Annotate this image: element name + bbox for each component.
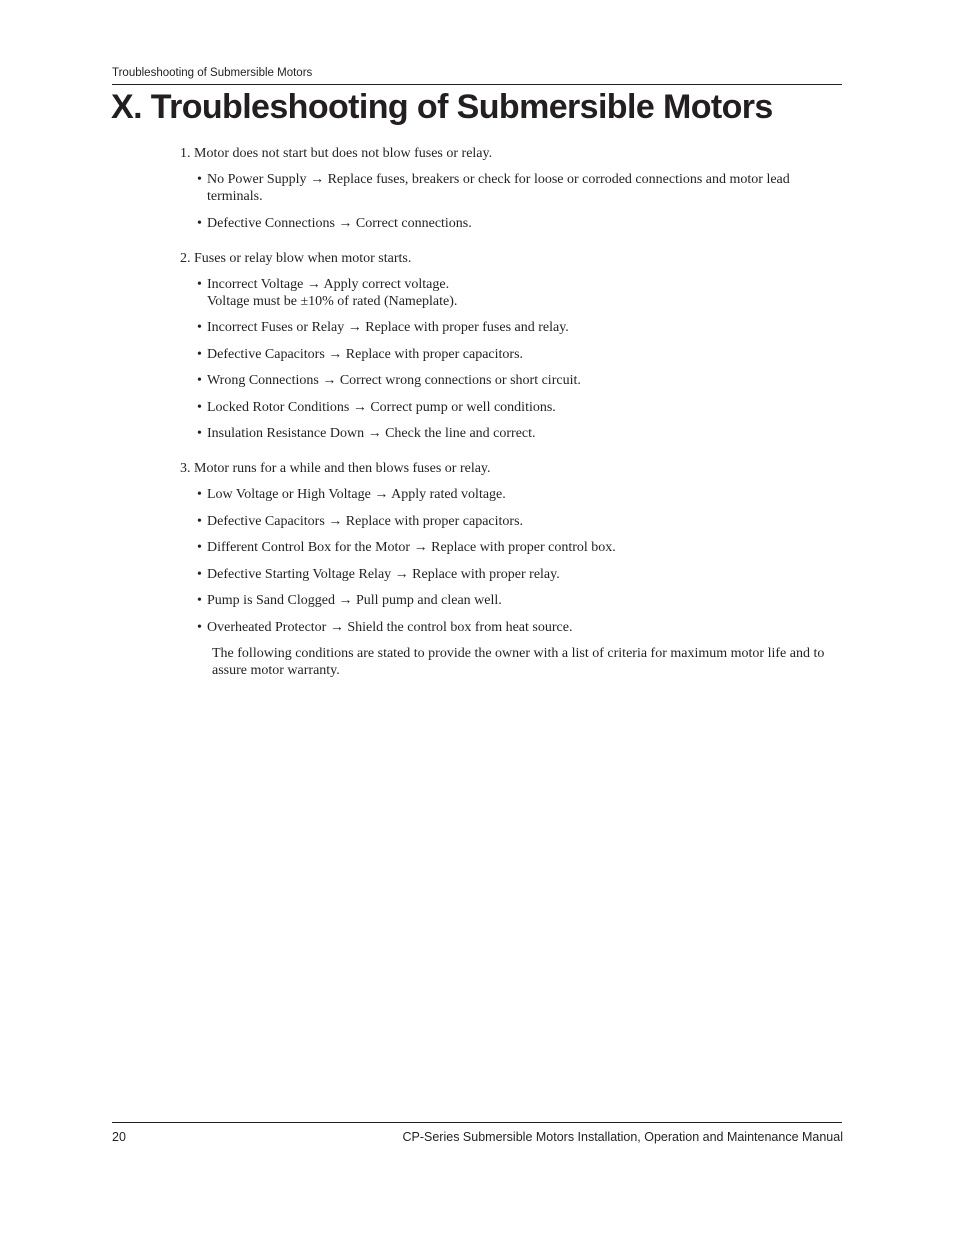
remedy-text: Check the line and correct. [385,426,536,441]
troubleshooting-content [180,145,844,697]
problem-heading: 1. Motor does not start but does not blow fuses or relay. [180,146,493,161]
cause-remedy-item [197,399,844,416]
cause-remedy-item [197,592,844,609]
cause-text: Insulation Resistance Down [207,426,365,441]
arrow-icon: → [328,346,343,362]
bullet-glyph: • [197,593,202,608]
cause-text: Low Voltage or High Voltage [207,487,371,502]
arrow-icon: → [310,172,325,187]
remedy-text: Correct pump or well conditions. [370,399,556,415]
arrow-icon: → [306,276,321,292]
bullet-glyph: • [197,513,202,529]
cause-remedy-item [197,539,844,556]
cause-text: Pump is Sand Clogged [207,593,335,608]
cause-remedy-item [197,319,844,336]
cause-remedy-item [197,566,844,583]
arrow-icon: → [413,540,428,555]
bullet-glyph: • [197,215,202,231]
cause-remedy-item [197,619,844,636]
cause-remedy-item [197,171,844,205]
remedy-text: Replace fuses, breakers or check for loose or corroded connections and motor lead terminals. [207,172,790,204]
cause-text: Locked Rotor Conditions [207,399,350,415]
remedy-text: Pull pump and clean well. [355,593,502,608]
problem-heading: 3. Motor runs for a while and then blows fuses or relay. [180,461,491,476]
bullet-glyph: • [197,373,202,388]
cause-text: Wrong Connections [207,373,319,388]
remedy-text: Replace with proper control box. [431,540,616,555]
remedy-text: Apply rated voltage. [391,487,506,502]
arrow-icon: → [328,513,343,529]
cause-text: Defective Capacitors [207,346,325,362]
arrow-icon: → [394,566,409,582]
bullet-glyph: • [197,426,202,441]
cause-remedy-item [197,215,844,232]
cause-text: Incorrect Fuses or Relay [207,320,345,335]
cause-remedy-item [197,486,844,503]
cause-text: Defective Starting Voltage Relay [207,566,392,582]
cause-text: Different Control Box for the Motor [207,540,411,555]
remedy-text: Correct wrong connections or short circuit. [339,373,581,388]
remedy-text: Correct connections. [355,215,472,231]
cause-remedy-list [180,486,844,636]
arrow-icon: → [338,215,353,231]
cause-remedy-item [197,372,844,389]
bullet-glyph: • [197,346,202,362]
cause-text: No Power Supply [207,172,307,187]
arrow-icon: → [322,373,337,388]
cause-remedy-item [197,276,844,310]
remedy-text: Replace with proper capacitors. [345,346,524,362]
cause-text: Defective Capacitors [207,513,325,529]
remedy-text: Replace with proper relay. [412,566,560,582]
arrow-icon: → [367,426,382,441]
arrow-icon: → [329,619,344,635]
bullet-glyph: • [197,619,202,635]
arrow-icon: → [374,487,389,502]
arrow-icon: → [338,593,353,608]
remedy-text: Replace with proper fuses and relay. [365,320,569,335]
remedy-text: Shield the control box from heat source. [347,619,573,635]
page-number: 20 [112,1130,126,1144]
bullet-glyph: • [197,540,202,555]
troubleshooting-section [180,250,844,443]
section-list [180,145,844,679]
arrow-icon: → [347,320,362,335]
remedy-text: Apply correct voltage. [323,276,450,292]
problem-heading: 2. Fuses or relay blow when motor starts. [180,250,412,266]
page-title: X. Troubleshooting of Submersible Motors [111,88,773,126]
remedy-text: Replace with proper capacitors. [345,513,524,529]
cause-remedy-item [197,425,844,442]
bullet-glyph: • [197,566,202,582]
cause-text: Overheated Protector [207,619,327,635]
cause-text: Incorrect Voltage [207,276,304,292]
cause-remedy-list [180,171,844,232]
warranty-note: The following conditions are stated to provide the owner with a list of criteria for maximum motor life and to assure motor warranty. [212,646,825,678]
troubleshooting-section [180,460,844,679]
remedy-detail: Voltage must be ±10% of rated (Nameplate). [207,293,458,309]
footer-rule [112,1122,842,1123]
bullet-glyph: • [197,320,202,335]
running-header: Troubleshooting of Submersible Motors [112,67,313,79]
bullet-glyph: • [197,487,202,502]
cause-remedy-item [197,346,844,363]
bullet-glyph: • [197,399,202,415]
arrow-icon: → [352,399,367,415]
cause-text: Defective Connections [207,215,335,231]
bullet-glyph: • [197,172,202,187]
cause-remedy-item [197,513,844,530]
troubleshooting-section [180,145,844,232]
cause-remedy-list [180,276,844,443]
bullet-glyph: • [197,276,202,292]
footer-manual-title: CP-Series Submersible Motors Installation, Operation and Maintenance Manual [402,1130,843,1144]
header-rule [112,84,842,85]
